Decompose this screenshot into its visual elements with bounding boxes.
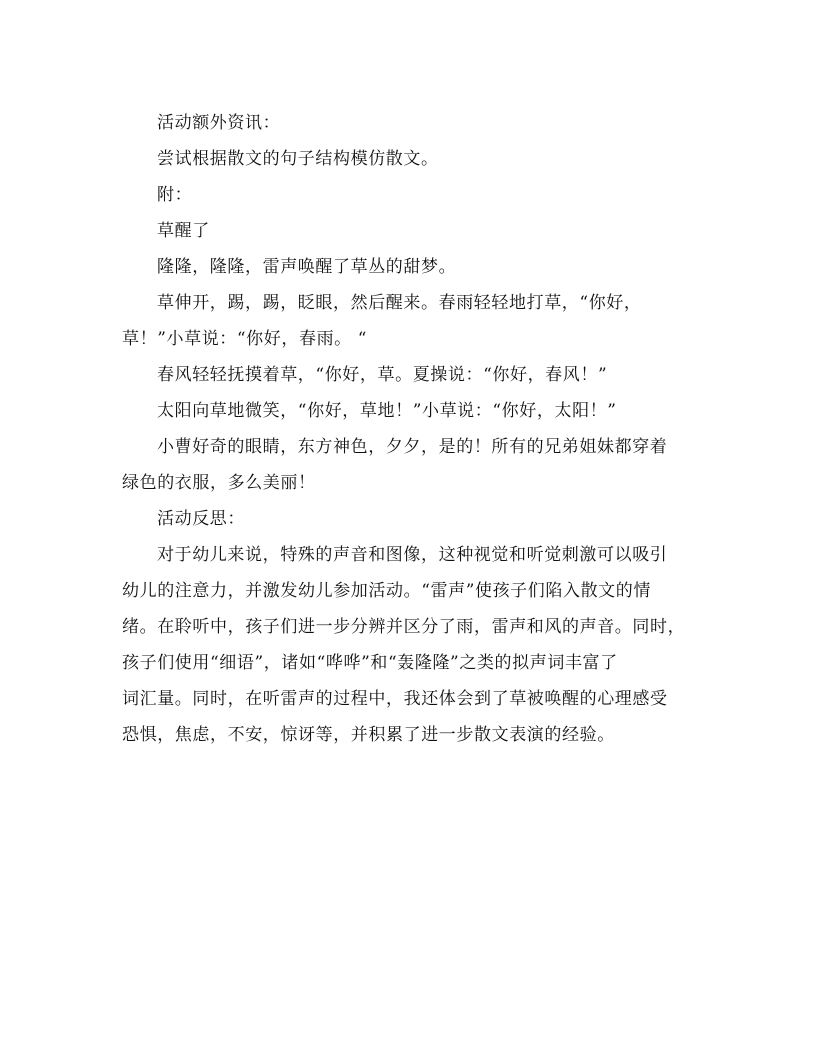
section-heading-extra-info: 活动额外资讯：	[157, 113, 281, 133]
paragraph-line: 隆隆，隆隆，雷声唤醒了草丛的甜梦。	[157, 257, 457, 277]
paragraph-line: 太阳向草地微笑，“你好，草地！”小草说：“你好，太阳！”	[157, 401, 617, 421]
paragraph-line: 草伸开，踢，踢，眨眼，然后醒来。春雨轻轻地打草，“你好，	[157, 293, 642, 313]
section-heading-reflection: 活动反思：	[157, 509, 245, 529]
document-body	[122, 105, 696, 753]
paragraph-line: 恐惧，焦虑，不安，惊讶等，并积累了进一步散文表演的经验。	[122, 725, 615, 745]
paragraph-line: 尝试根据散文的句子结构模仿散文。	[157, 149, 439, 169]
paragraph-line: 绿色的衣服，多么美丽！	[122, 473, 316, 493]
paragraph-line: 春风轻轻抚摸着草，“你好，草。夏操说：“你好，春风！”	[157, 365, 608, 385]
paragraph-line: 草！”小草说：“你好，春雨。 “	[122, 329, 368, 349]
prose-title: 草醒了	[157, 221, 210, 241]
paragraph-line: 绪。在聆听中，孩子们进一步分辨并区分了雨，雷声和风的声音。同时，	[122, 617, 686, 637]
appendix-label: 附：	[157, 185, 193, 205]
paragraph-line: 词汇量。同时，在听雷声的过程中，我还体会到了草被唤醒的心理感受	[122, 689, 668, 709]
paragraph-line: 小曹好奇的眼睛，东方神色，夕夕，是的！所有的兄弟姐妹都穿着	[157, 437, 668, 457]
paragraph-line: 幼儿的注意力，并激发幼儿参加活动。“雷声”使孩子们陷入散文的情	[122, 581, 651, 601]
paragraph-line: 对于幼儿来说，特殊的声音和图像，这种视觉和听觉刺激可以吸引	[157, 545, 668, 565]
paragraph-line: 孩子们使用“细语”，诸如“哗哗”和“轰隆隆”之类的拟声词丰富了	[122, 653, 618, 673]
